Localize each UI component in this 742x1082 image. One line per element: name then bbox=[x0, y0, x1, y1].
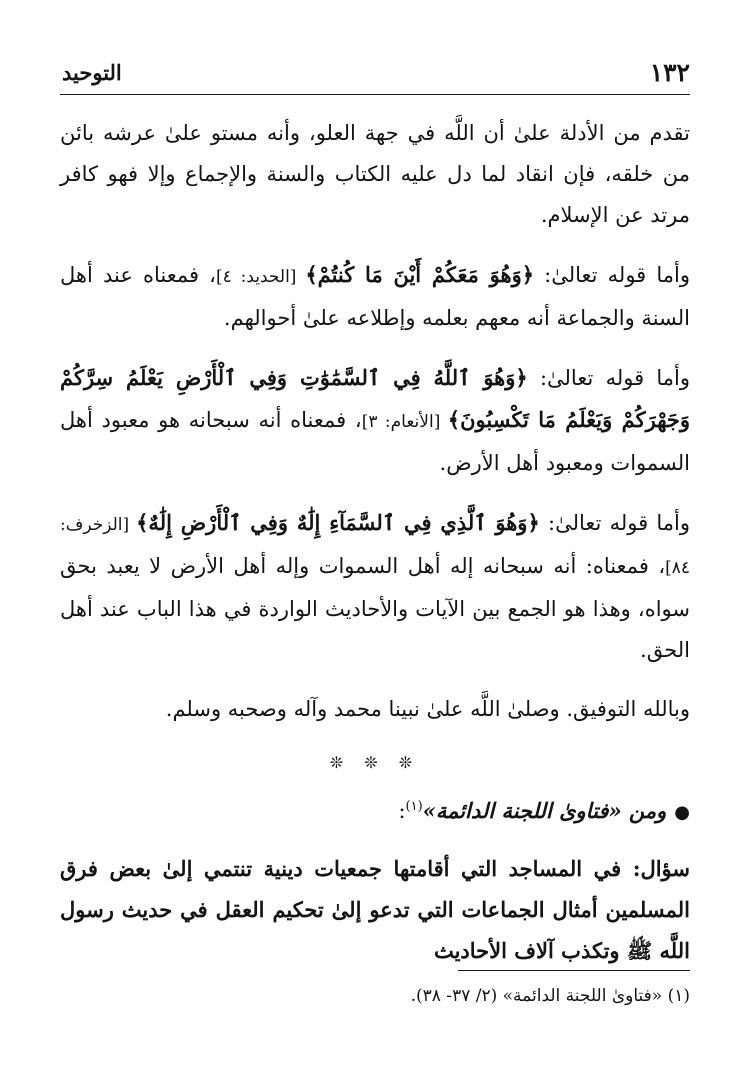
footnote-rule bbox=[458, 970, 690, 971]
paragraph-1: تقدم من الأدلة علىٰ أن اللَّه في جهة العلو، وأنه مستو علىٰ عرشه بائن من خلقه، فإن انقاد لما دل عليه الكتاب والسنة والإجماع وإلا فهو كافر مرتد عن الإسلام. bbox=[60, 121, 690, 227]
running-header bbox=[60, 52, 690, 96]
verse-reference-zukhruf: [الزخرف: ٨٤] bbox=[60, 515, 690, 578]
section-heading bbox=[60, 790, 690, 834]
section-heading-label: ومن «فتاوىٰ اللجنة الدائمة» bbox=[422, 798, 667, 823]
question-text: في المساجد التي أقامتها جمعيات دينية تنتمي إلىٰ بعض فرق المسلمين أمثال الجماعات التي تدعو إلىٰ تحكيم العقل في حديث رسول اللَّه ﷺ وتكذب آلاف الأحاديث bbox=[60, 856, 690, 963]
page-number: ١٣٢ bbox=[649, 58, 690, 87]
page-body bbox=[60, 113, 690, 989]
paragraph-4-intro: وأما قوله تعالىٰ: bbox=[539, 511, 690, 535]
bullet-icon: ● bbox=[674, 802, 690, 823]
paragraph-3-text: ، فمعناه أنه سبحانه هو معبود أهل السموات ومعبود أهل الأرض. bbox=[60, 408, 690, 475]
question-label: سؤال: bbox=[632, 856, 690, 881]
running-title: التوحيد bbox=[62, 60, 122, 85]
paragraph-2 bbox=[60, 254, 690, 339]
section-divider-stars: ❊ ❊ ❊ bbox=[329, 753, 421, 772]
paragraph-5: وبالله التوفيق. وصلىٰ اللَّه علىٰ نبينا محمد وآله وصحبه وسلم. bbox=[165, 697, 690, 721]
header-rule bbox=[60, 94, 690, 95]
paragraph-3 bbox=[60, 357, 690, 484]
paragraph-2-intro: وأما قوله تعالىٰ: bbox=[534, 263, 690, 287]
section-heading-colon: : bbox=[398, 799, 406, 823]
quran-verse-anam: ﴿وَهُوَ ٱللَّهُ فِي ٱلسَّمَٰوَٰتِ وَفِي ٱلْأَرْضِ يَعْلَمُ سِرَّكُمْ وَجَهْرَكُمْ وَيَعْلَمُ مَا تَكْسِبُونَ﴾ bbox=[60, 365, 690, 432]
footnote: (١) «فتاوىٰ اللجنة الدائمة» (٢/ ٣٧- ٣٨). bbox=[410, 986, 690, 1006]
question-paragraph bbox=[60, 848, 690, 971]
paragraph-2-text: ، فمعناه عند أهل السنة والجماعة أنه معهم بعلمه وإطلاعه علىٰ أحوالهم. bbox=[60, 263, 690, 330]
paragraph-3-intro: وأما قوله تعالىٰ: bbox=[527, 366, 690, 390]
verse-reference-anam: [الأنعام: ٣] bbox=[361, 412, 448, 432]
verse-reference-hadid: [الحديد: ٤] bbox=[215, 267, 306, 287]
footnote-marker: (١) bbox=[405, 799, 423, 814]
quran-verse-zukhruf: ﴿وَهُوَ ٱلَّذِي فِي ٱلسَّمَآءِ إِلَٰهٌ وَفِي ٱلْأَرْضِ إِلَٰهٌ﴾ bbox=[136, 510, 540, 535]
quran-verse-hadid: ﴿وَهُوَ مَعَكُمْ أَيْنَ مَا كُنتُمْ﴾ bbox=[305, 262, 535, 287]
book-page bbox=[60, 0, 690, 1082]
paragraph-4-text: ، فمعناه: أنه سبحانه إله أهل السموات وإله أهل الأرض لا يعبد بحق سواه، وهذا هو الجمع بين الآيات والأحاديث الواردة في هذا الباب عند أهل الحق. bbox=[60, 554, 690, 662]
paragraph-4 bbox=[60, 502, 690, 671]
